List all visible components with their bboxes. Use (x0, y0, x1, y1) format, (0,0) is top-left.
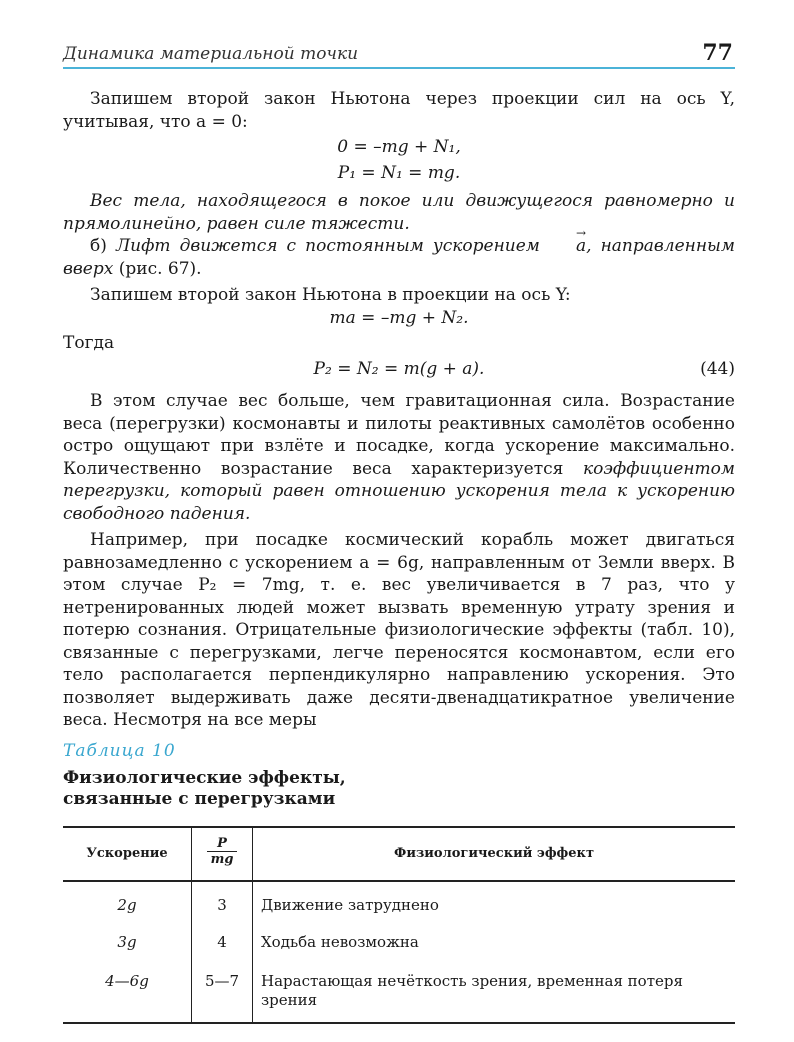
equation-zero: 0 = –mg + N₁, (337, 137, 461, 157)
table-title-line-1: Физиологические эффекты, (63, 768, 346, 788)
cell-effect: Нарастающая нечёткость зрения, временная потеря зрения (261, 972, 683, 1009)
header-ratio (192, 827, 253, 881)
overload-effects-table (63, 826, 735, 1024)
table-caption: Таблица 10 (63, 740, 176, 761)
running-title: Динамика материальной точки (63, 44, 359, 64)
paragraph-newton-projection: Запишем второй закон Ньютона через проекции сил на ось Y, учитывая, что a = 0: (63, 89, 735, 132)
cell-effect: Движение затруднено (261, 896, 439, 914)
page-body (63, 88, 735, 1024)
case-b-text-1: Лифт движется с постоянным ускорением (115, 236, 540, 256)
cell-effect: Ходьба невозможна (261, 933, 419, 951)
page-header (63, 38, 735, 70)
table-row (63, 921, 735, 958)
case-b-text-2: , направленным вверх (63, 236, 735, 279)
equation-weight-at-rest: P₁ = N₁ = mg. (337, 162, 461, 183)
case-b-tail: (рис. 67). (113, 258, 202, 279)
table-header-row (63, 827, 735, 881)
cell-ratio: 4 (192, 921, 253, 958)
equation-44-row (63, 358, 735, 381)
header-effect: Физиологический эффект (393, 845, 594, 861)
cell-acceleration: 4—6g (63, 958, 192, 1023)
paragraph-second-law: Запишем второй закон Ньютона в проекции на ось Y: (90, 285, 571, 305)
paragraph-example: Например, при посадке космический корабль может двигаться равнозамедленно с ускорением a = 6g, направленным от Земли вверх. В этом случае P₂ = 7mg, т. е. вес увеличивается в 7 раз, что у нетренированных людей может вызвать временную утрату зрения и потерю сознания. Отрицательные физиологические эффекты (табл. 10), связанные с перегрузками, легче переносятся космонавтом, если его тело располагается перпендикулярно направлению ускорения. Это позволяет выдерживать даже десяти-двенадцатикратное увеличение веса. Несмотря на все меры (63, 530, 735, 730)
overload-definition: коэффициентом перегрузки, который равен отношению ускорения тела к ускорению свободного падения. (63, 458, 735, 524)
table-title (63, 768, 735, 810)
vector-a: → a (549, 235, 586, 258)
paragraph-case-b (63, 235, 735, 280)
equation-weight-accel: P₂ = N₂ = m(g + a). (313, 358, 485, 379)
word-togda: Тогда (63, 333, 115, 353)
cell-ratio: 5—7 (192, 958, 253, 1023)
cell-acceleration: 2g (63, 881, 192, 921)
case-b-label: б) (90, 236, 107, 256)
cell-ratio: 3 (192, 881, 253, 921)
overload-text: В этом случае вес больше, чем гравитационная сила. Возрастание веса (перегрузки) космонавты и пилоты реактивных самолётов особенно остро ощущают при взлёте и посадке, когда ускорение максимально. Количественно возрастание веса характеризуется (63, 391, 735, 479)
header-rule (63, 67, 735, 69)
ratio-denominator: mg (210, 852, 234, 868)
page-number: 77 (702, 40, 733, 66)
table-title-line-2: связанные с перегрузками (63, 789, 336, 809)
equation-ma: ma = –mg + N₂. (329, 307, 469, 328)
ratio-numerator: P (207, 836, 238, 852)
rule-weight-statement: Вес тела, находящегося в покое или движущегося равномерно и прямолинейно, равен силе тяжести. (63, 191, 735, 234)
table-row (63, 958, 735, 1023)
paragraph-overload (63, 390, 735, 525)
equation-number: (44) (700, 358, 735, 379)
ratio-fraction (207, 836, 238, 867)
header-acceleration: Ускорение (63, 827, 192, 881)
table-row (63, 881, 735, 921)
cell-acceleration: 3g (63, 921, 192, 958)
